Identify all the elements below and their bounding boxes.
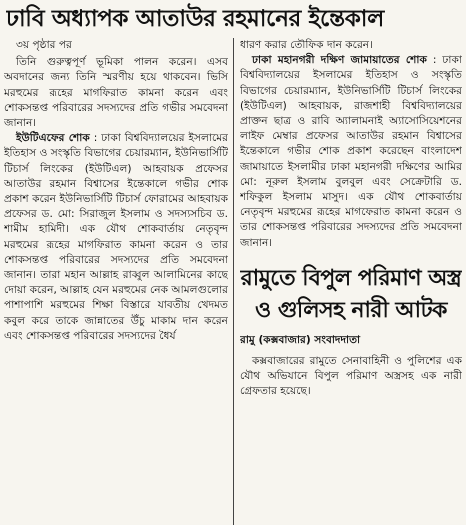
right-paragraph-3: কক্সবাজারের রামুতে সেনাবাহিনী ও পুলিশের এক যৌথ অভিযানে বিপুল পরিমাণ অস্ত্রসহ এক নারী গ্রেফতার হয়েছে। (240, 355, 462, 398)
byline: রামু (কক্সবাজার) সংবাদদাতা (240, 333, 361, 346)
right-paragraph-1: ধারণ করার তৌফিক দান করেন। (240, 39, 373, 51)
headline: ঢাবি অধ্যাপক আতাউর রহমানের ইন্তেকাল (6, 6, 384, 32)
sub-headline: রামুতে বিপুল পরিমাণ অস্ত্র ও গুলিসহ নারী আটক (240, 265, 462, 323)
left-paragraph-1: তিনি গুরুত্বপূর্ণ ভূমিকা পালন করেন। এসব অবদানের জন্য তিনি স্মরণীয় হয়ে থাকবেন। ভিসি মরহুমের রূহের মাগফিরাত কামনা করেন এবং শোকসন্তপ্ত পরিবারের সদস্যদের প্রতি গভীর সমবেদনা জানান। (4, 56, 228, 130)
column-divider (233, 38, 234, 525)
jamaat-condolence-label: ঢাকা মহানগরী দক্ষিণ জামায়াতের শোক (252, 54, 427, 67)
left-column (4, 38, 228, 525)
jamaat-condolence-text: : ঢাকা বিশ্ববিদ্যালয়ের ইসলামের ইতিহাস ও সংস্কৃতি বিভাগের চেয়ারম্যান, ইউনিভার্সিটি টিচার্স লিংকের (ইউটিএল) আহবায়ক, রাজশাহী বিশ্ববিদ্যালয়ের প্রাক্তন ছাত্র ও রাবি অ্যালামনাই অ্যাসোসিয়েশনের লাইফ মেম্বার প্রফেসর আতাউর রহমান বিশ্বাসের ইন্তেকালে গভীর শোক প্রকাশ করেছেন বাংলাদেশ জামায়াতে ইসলামীর ঢাকা মহানগরী দক্ষিণের আমির মো: নূরুল ইসলাম বুলবুল এবং সেক্রেটারি ড. শফিকুল ইসলাম মাসুদ। এক যৌথ শোকবার্তায় নেতৃবৃন্দ মরহুমের রূহের মাগফেরাত কামনা করেন ও তার শোকসন্তপ্ত পরিবারের সদস্যদের প্রতি সমবেদনা জানান। (240, 54, 462, 249)
continued-note: ৩য় পৃষ্ঠার পর (16, 39, 72, 51)
right-column (240, 38, 462, 525)
left-paragraph-2 (4, 131, 228, 344)
utf-condolence-text: : ঢাকা বিশ্ববিদ্যালয়ের ইসলামের ইতিহাস ও সংস্কৃতি বিভাগের চেয়ারম্যান, ইউনিভার্সিটি টিচার্স লিংকের (ইউটিএল) আহবায়ক প্রফেসর আতাউর রহমান বিশ্বাসের ইন্তেকালে গভীর শোক প্রকাশ করেন ইউনিভার্সিটি টিচার্স ফোরামের আহবায়ক প্রফেসর ড. মো: সিরাজুল ইসলাম ও সদস্যসচিব ড. শামীম হামিদী। এক যৌথ শোকবার্তায় নেতৃবৃন্দ মরহুমের রূহের মাগফিরাত কামনা করেন ও তার শোকসন্তপ্ত পরিবারের সদস্যদের প্রতি সমবেদনা জানান। তারা মহান আল্লাহ রাব্বুল আলামিনের কাছে দোয়া করেন, আল্লাহ যেন মরহুমের নেক আমলগুলোর পাশাপাশি মরহুমের শিক্ষা বিস্তারে যাবতীয় খেদমত কবুল করে তাকে জান্নাতের উঁচু মাকাম দান করেন এবং শোকসন্তপ্ত পরিবারের সদস্যদের ধৈর্য (4, 132, 228, 342)
right-paragraph-2 (240, 53, 462, 251)
utf-condolence-label: ইউটিএফের শোক (16, 132, 90, 145)
